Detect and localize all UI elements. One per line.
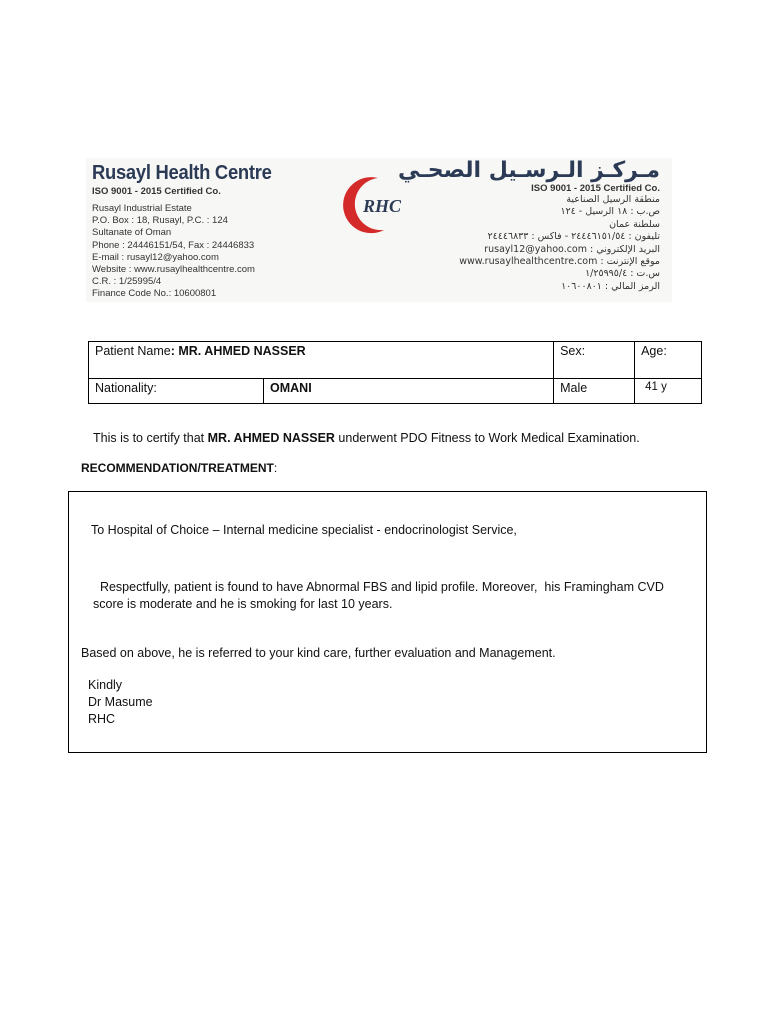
letterhead-arabic <box>397 158 660 293</box>
age-value: 41 y <box>645 381 667 393</box>
patient-name-label: Patient Name <box>95 344 171 358</box>
patient-name-value: : MR. AHMED NASSER <box>170 344 306 358</box>
address-line: Rusayl Industrial Estate <box>92 203 192 214</box>
iso-certification-en: ISO 9001 - 2015 Certified Co. <box>92 186 221 197</box>
arabic-line: ص.ب : ١٨ الرسيل - ١٢٤ <box>560 206 660 218</box>
referral-statement: Based on above, he is referred to your kind care, further evaluation and Management. <box>81 646 556 660</box>
contact-line: Phone : 24446151/54, Fax : 24446833 <box>92 239 255 251</box>
sex-value-cell <box>554 379 635 404</box>
nationality-label-cell <box>89 379 264 404</box>
logo-text: RHC <box>363 196 402 216</box>
patient-info-table <box>88 341 702 404</box>
nationality-label: Nationality: <box>95 381 157 395</box>
age-value-cell <box>635 379 702 404</box>
certify-prefix: This is to certify that <box>93 431 208 445</box>
recommendation-heading-text: RECOMMENDATION/TREATMENT <box>81 461 274 475</box>
certify-suffix: underwent PDO Fitness to Work Medical Examination. <box>334 431 640 445</box>
address-line: Sultanate of Oman <box>92 227 172 239</box>
letterhead <box>86 158 672 302</box>
contact-line: Website : www.rusaylhealthcentre.com <box>92 264 255 276</box>
finding-line-2: score is moderate and he is smoking for last 10 years. <box>93 597 393 611</box>
arabic-line: س.ت : ١/٢٥٩٩٥/٤ <box>585 268 660 280</box>
age-label: Age: <box>641 344 667 358</box>
rhc-logo <box>338 172 402 236</box>
sex-value: Male <box>560 381 588 395</box>
nationality-value: OMANI <box>270 381 312 395</box>
finding-line-1: Respectfully, patient is found to have Abnormal FBS and lipid profile. Moreover, his Framingham CVD <box>93 580 664 594</box>
arabic-line: موقع الإنترنت : www.rusaylhealthcentre.com <box>459 256 660 268</box>
nationality-value-cell <box>264 379 554 404</box>
certify-patient-name: MR. AHMED NASSER <box>207 431 335 445</box>
table-row <box>89 342 702 379</box>
referral-addressee: To Hospital of Choice – Internal medicine specialist - endocrinologist Service, <box>91 523 517 537</box>
certification-statement <box>93 431 640 445</box>
sex-label: Sex: <box>560 344 586 358</box>
contact-line: C.R. : 1/25995/4 <box>92 276 162 288</box>
sex-label-cell <box>554 342 635 379</box>
address-line: P.O. Box : 18, Rusayl, P.C. : 124 <box>92 215 228 227</box>
arabic-line: تليفون : ٢٤٤٤٦١٥١/٥٤ - فاكس : ٢٤٤٤٦٨٣٣ <box>487 231 660 243</box>
age-label-cell <box>635 342 702 379</box>
arabic-line: البريد الإلكتروني : rusayl12@yahoo.com <box>484 243 660 255</box>
arabic-line: سلطنة عمان <box>609 218 660 230</box>
recommendation-heading-colon: : <box>273 461 278 475</box>
arabic-line: الرمز المالي : ١٠٦٠٠٨٠١ <box>561 280 660 292</box>
organization-name: RHC <box>88 712 116 726</box>
patient-name-cell <box>89 342 554 379</box>
contact-line: Finance Code No.: 10600801 <box>92 288 217 300</box>
closing-text: Kindly <box>88 678 123 692</box>
iso-certification-ar: ISO 9001 - 2015 Certified Co. <box>531 183 660 194</box>
arabic-line: منطقة الرسيل الصناعية <box>566 194 660 205</box>
letterhead-english <box>92 162 342 301</box>
table-row <box>89 379 702 404</box>
recommendation-heading <box>81 461 277 475</box>
doctor-name: Dr Masume <box>88 695 153 709</box>
clinic-name-en: Rusayl Health Centre <box>92 162 272 184</box>
contact-line: E-mail : rusayl12@yahoo.com <box>92 251 219 263</box>
clinic-name-ar: مـركـز الـرسـيل الصحـي <box>397 158 660 183</box>
